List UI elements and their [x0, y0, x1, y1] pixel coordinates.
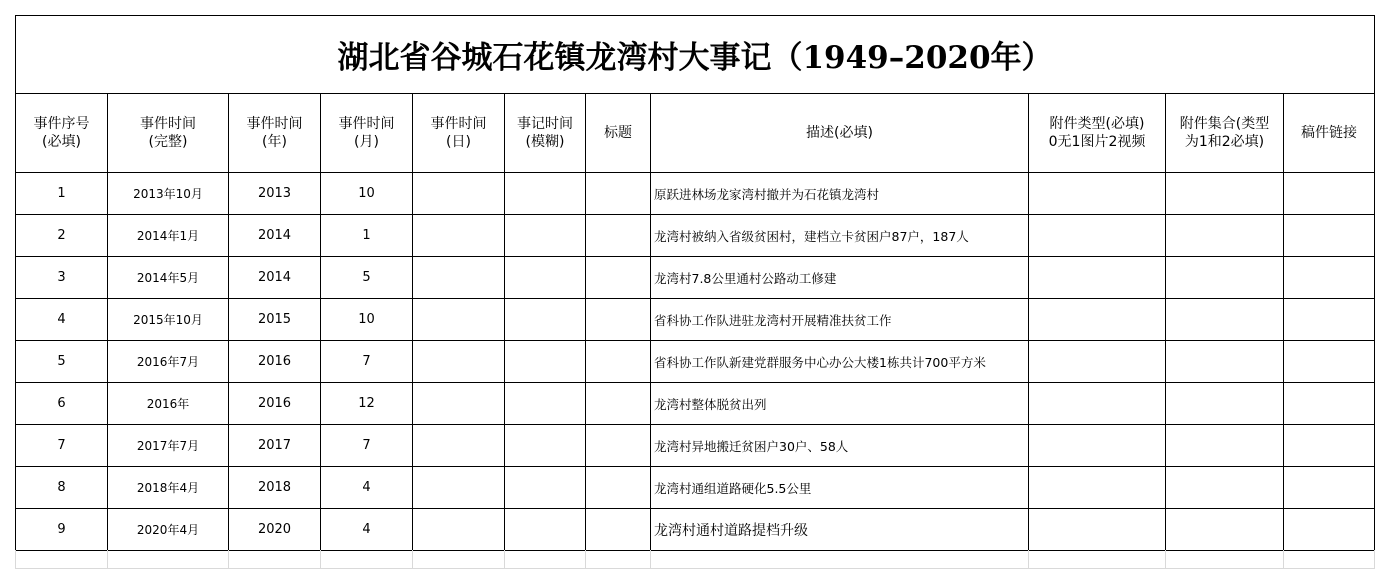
cell-link[interactable] [1284, 173, 1375, 215]
cell-link[interactable] [1284, 509, 1375, 551]
grid-line [1283, 550, 1284, 568]
cell-month[interactable]: 10 [321, 173, 413, 215]
header-attachment-set[interactable]: 附件集合(类型 为1和2必填) [1166, 94, 1284, 173]
table-row [16, 257, 1375, 299]
cell-month[interactable]: 4 [321, 509, 413, 551]
cell-full-time[interactable]: 2018年4月 [108, 467, 229, 509]
table-row [16, 341, 1375, 383]
grid-line [1028, 550, 1029, 568]
cell-heading[interactable] [586, 173, 651, 215]
cell-seq[interactable]: 8 [16, 467, 108, 509]
grid-line [320, 550, 321, 568]
table-row [16, 215, 1375, 257]
grid-line [15, 550, 16, 568]
cell-link[interactable] [1284, 383, 1375, 425]
cell-attachment-set[interactable] [1166, 425, 1284, 467]
cell-year[interactable]: 2013 [229, 173, 321, 215]
cell-description[interactable]: 龙湾村整体脱贫出列 [651, 383, 1029, 425]
cell-day[interactable] [413, 425, 505, 467]
grid-bottom-line [15, 568, 1375, 569]
header-heading[interactable]: 标题 [586, 94, 651, 173]
grid-line [412, 550, 413, 568]
empty-grid-row [15, 550, 1375, 568]
cell-description[interactable]: 龙湾村通村道路提档升级 [651, 509, 1029, 551]
cell-attachment-type[interactable] [1029, 467, 1166, 509]
cell-heading[interactable] [586, 257, 651, 299]
cell-month[interactable]: 4 [321, 467, 413, 509]
cell-link[interactable] [1284, 215, 1375, 257]
cell-heading[interactable] [586, 215, 651, 257]
cell-month[interactable]: 7 [321, 425, 413, 467]
cell-attachment-type[interactable] [1029, 257, 1166, 299]
cell-full-time[interactable]: 2015年10月 [108, 299, 229, 341]
cell-description[interactable]: 龙湾村异地搬迁贫困户30户、58人 [651, 425, 1029, 467]
cell-attachment-set[interactable] [1166, 467, 1284, 509]
header-row [16, 94, 1375, 173]
cell-fuzzy-time[interactable] [505, 173, 586, 215]
cell-day[interactable] [413, 341, 505, 383]
cell-heading[interactable] [586, 467, 651, 509]
cell-year[interactable]: 2016 [229, 341, 321, 383]
header-fuzzy-time[interactable]: 事记时间 (模糊) [505, 94, 586, 173]
cell-year[interactable]: 2015 [229, 299, 321, 341]
cell-description[interactable]: 龙湾村被纳入省级贫困村，建档立卡贫困户87户，187人 [651, 215, 1029, 257]
cell-link[interactable] [1284, 467, 1375, 509]
cell-fuzzy-time[interactable] [505, 509, 586, 551]
cell-fuzzy-time[interactable] [505, 299, 586, 341]
cell-month[interactable]: 5 [321, 257, 413, 299]
cell-seq[interactable]: 1 [16, 173, 108, 215]
cell-seq[interactable]: 5 [16, 341, 108, 383]
cell-description[interactable]: 省科协工作队新建党群服务中心办公大楼1栋共计700平方米 [651, 341, 1029, 383]
cell-fuzzy-time[interactable] [505, 467, 586, 509]
cell-full-time[interactable]: 2014年1月 [108, 215, 229, 257]
cell-attachment-type[interactable] [1029, 425, 1166, 467]
cell-seq[interactable]: 6 [16, 383, 108, 425]
cell-year[interactable]: 2018 [229, 467, 321, 509]
grid-line [107, 550, 108, 568]
cell-attachment-set[interactable] [1166, 215, 1284, 257]
cell-seq[interactable]: 2 [16, 215, 108, 257]
cell-attachment-type[interactable] [1029, 509, 1166, 551]
page-title: 湖北省谷城石花镇龙湾村大事记（1949–2020年） [337, 40, 1053, 76]
cell-description[interactable]: 省科协工作队进驻龙湾村开展精准扶贫工作 [651, 299, 1029, 341]
cell-day[interactable] [413, 467, 505, 509]
header-month[interactable]: 事件时间 (月) [321, 94, 413, 173]
table-row [16, 299, 1375, 341]
cell-heading[interactable] [586, 341, 651, 383]
cell-year[interactable]: 2014 [229, 257, 321, 299]
cell-attachment-set[interactable] [1166, 383, 1284, 425]
grid-line [1165, 550, 1166, 568]
grid-line [228, 550, 229, 568]
table-row [16, 383, 1375, 425]
cell-attachment-type[interactable] [1029, 383, 1166, 425]
cell-full-time[interactable]: 2014年5月 [108, 257, 229, 299]
cell-description[interactable]: 龙湾村通组道路硬化5.5公里 [651, 467, 1029, 509]
header-full-time[interactable]: 事件时间 (完整) [108, 94, 229, 173]
cell-link[interactable] [1284, 425, 1375, 467]
cell-day[interactable] [413, 383, 505, 425]
header-link[interactable]: 稿件链接 [1284, 94, 1375, 173]
cell-day[interactable] [413, 215, 505, 257]
cell-seq[interactable]: 9 [16, 509, 108, 551]
header-attachment-type[interactable]: 附件类型(必填) 0无1图片2视频 [1029, 94, 1166, 173]
table-row [16, 509, 1375, 551]
grid-line [504, 550, 505, 568]
cell-attachment-type[interactable] [1029, 299, 1166, 341]
cell-full-time[interactable]: 2020年4月 [108, 509, 229, 551]
cell-attachment-set[interactable] [1166, 341, 1284, 383]
cell-seq[interactable]: 4 [16, 299, 108, 341]
grid-line [650, 550, 651, 568]
cell-fuzzy-time[interactable] [505, 215, 586, 257]
table-row [16, 467, 1375, 509]
cell-fuzzy-time[interactable] [505, 341, 586, 383]
cell-heading[interactable] [586, 425, 651, 467]
cell-day[interactable] [413, 173, 505, 215]
cell-day[interactable] [413, 257, 505, 299]
cell-month[interactable]: 1 [321, 215, 413, 257]
cell-day[interactable] [413, 509, 505, 551]
cell-heading[interactable] [586, 383, 651, 425]
header-description[interactable]: 描述(必填) [651, 94, 1029, 173]
cell-attachment-type[interactable] [1029, 215, 1166, 257]
cell-full-time[interactable]: 2013年10月 [108, 173, 229, 215]
cell-full-time[interactable]: 2017年7月 [108, 425, 229, 467]
title-cell[interactable] [15, 15, 1375, 93]
cell-seq[interactable]: 7 [16, 425, 108, 467]
cell-attachment-set[interactable] [1166, 299, 1284, 341]
header-seq[interactable]: 事件序号 (必填) [16, 94, 108, 173]
events-table [15, 93, 1375, 551]
cell-attachment-set[interactable] [1166, 173, 1284, 215]
cell-heading[interactable] [586, 509, 651, 551]
cell-year[interactable]: 2016 [229, 383, 321, 425]
cell-heading[interactable] [586, 299, 651, 341]
cell-attachment-type[interactable] [1029, 341, 1166, 383]
cell-month[interactable]: 10 [321, 299, 413, 341]
cell-month[interactable]: 7 [321, 341, 413, 383]
cell-attachment-type[interactable] [1029, 173, 1166, 215]
cell-month[interactable]: 12 [321, 383, 413, 425]
cell-year[interactable]: 2014 [229, 215, 321, 257]
header-year[interactable]: 事件时间 (年) [229, 94, 321, 173]
cell-description[interactable]: 龙湾村7.8公里通村公路动工修建 [651, 257, 1029, 299]
grid-line [585, 550, 586, 568]
cell-attachment-set[interactable] [1166, 257, 1284, 299]
cell-attachment-set[interactable] [1166, 509, 1284, 551]
cell-seq[interactable]: 3 [16, 257, 108, 299]
table-row [16, 425, 1375, 467]
cell-link[interactable] [1284, 257, 1375, 299]
cell-full-time[interactable]: 2016年 [108, 383, 229, 425]
cell-link[interactable] [1284, 341, 1375, 383]
cell-fuzzy-time[interactable] [505, 383, 586, 425]
cell-year[interactable]: 2020 [229, 509, 321, 551]
cell-year[interactable]: 2017 [229, 425, 321, 467]
cell-description[interactable]: 原跃进林场龙家湾村撤并为石花镇龙湾村 [651, 173, 1029, 215]
header-day[interactable]: 事件时间 (日) [413, 94, 505, 173]
table-row [16, 173, 1375, 215]
cell-fuzzy-time[interactable] [505, 257, 586, 299]
cell-fuzzy-time[interactable] [505, 425, 586, 467]
cell-day[interactable] [413, 299, 505, 341]
grid-line [1374, 550, 1375, 568]
cell-link[interactable] [1284, 299, 1375, 341]
cell-full-time[interactable]: 2016年7月 [108, 341, 229, 383]
